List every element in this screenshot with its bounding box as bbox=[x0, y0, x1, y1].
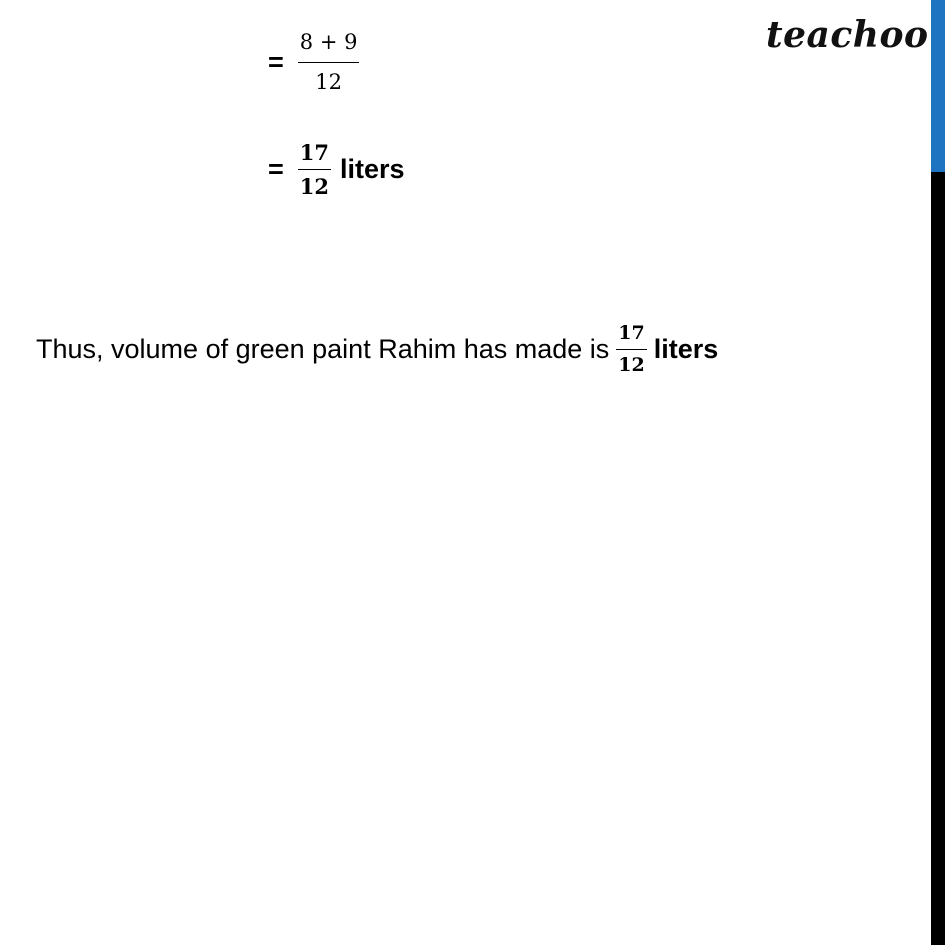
sidebar-accent-bar bbox=[931, 0, 945, 172]
unit-label: liters bbox=[653, 334, 719, 364]
fraction-denominator: 12 bbox=[618, 354, 645, 376]
equals-sign: = bbox=[268, 47, 284, 77]
conclusion-sentence bbox=[36, 324, 718, 375]
teachoo-logo: teachoo bbox=[766, 14, 929, 56]
fraction bbox=[298, 142, 331, 197]
fraction-numerator: 8 + 9 bbox=[298, 32, 360, 63]
fraction-denominator: 12 bbox=[315, 70, 342, 94]
equation-step-1 bbox=[268, 32, 359, 93]
fraction bbox=[298, 32, 360, 93]
conclusion-text: Thus, volume of green paint Rahim has made is bbox=[36, 334, 610, 364]
equation-step-2 bbox=[268, 142, 405, 197]
fraction-numerator: 17 bbox=[298, 142, 331, 170]
unit-label: liters bbox=[340, 154, 405, 184]
fraction-numerator: 17 bbox=[616, 324, 646, 350]
equals-sign: = bbox=[268, 154, 284, 184]
conclusion-fraction bbox=[616, 324, 646, 375]
sidebar-dark-bar bbox=[931, 172, 945, 945]
fraction-denominator: 12 bbox=[299, 174, 330, 199]
